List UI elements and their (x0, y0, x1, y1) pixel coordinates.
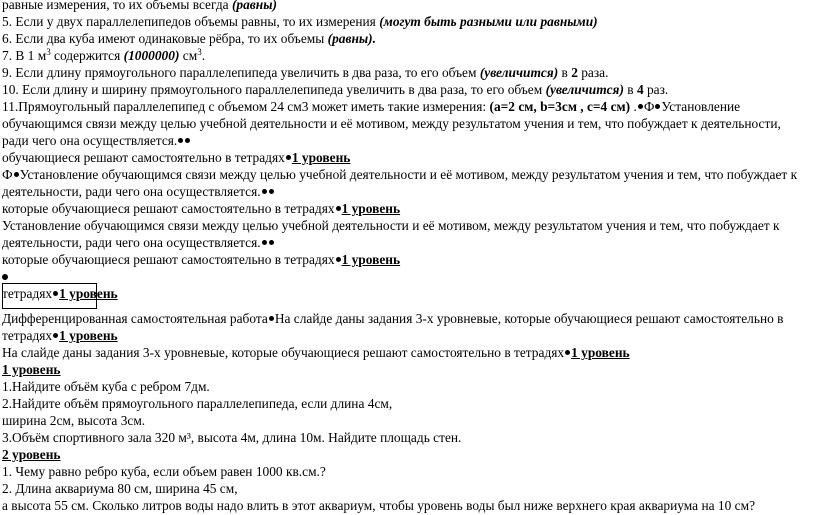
level-2-heading (2, 446, 61, 464)
task-1-2 (2, 395, 392, 413)
text: Дифференцированная самостоятельная работа (2, 311, 268, 326)
text: раза. (577, 65, 609, 80)
text: ради чего она осуществляется. (2, 133, 178, 148)
item-5 (2, 13, 598, 31)
level-heading: 1 уровень (571, 345, 630, 360)
text: равные измерения, то их объемы всегда (2, 0, 232, 12)
bullet-dot-icon (336, 206, 341, 211)
answer: (равны). (327, 31, 376, 46)
text: тетрадях (2, 328, 53, 343)
task-2-2-cont (2, 497, 755, 515)
text: деятельности, ради чего она осуществляется. (2, 235, 261, 250)
text: в (623, 82, 637, 97)
task-1-3 (2, 429, 461, 447)
differentiated-work-line (2, 310, 783, 328)
text: 6. Если два куба имеют одинаковые рёбра, то их объемы (2, 31, 328, 46)
text: обучающиеся решают самостоятельно в тетрадях (2, 150, 285, 165)
text: 11.Прямоугольный параллелепипед с объемом 24 см3 может иметь такие измерения: (2, 99, 490, 114)
text: а высота 55 см. Сколько литров воды надо влить в этот аквариум, чтобы уровень воды был ниже верхнего края аквариума на 10 см? (2, 498, 756, 513)
text: ширина 2см, высота 3см. (2, 413, 146, 428)
item-6 (2, 30, 376, 48)
text: содержится (50, 48, 124, 63)
level-heading: 1 уровень (59, 286, 118, 301)
bullet-dot-icon (565, 350, 570, 355)
level-heading: 1 уровень (291, 150, 351, 165)
text: . (630, 99, 637, 114)
level-1-heading (2, 361, 61, 379)
paragraph-motivation-line (2, 115, 781, 133)
superscript: 3 (46, 47, 51, 57)
text: 3.Объём спортивного зала 320 м³, высота 4м, длина 10м. Найдите площадь стен. (2, 430, 462, 445)
paragraph-motivation-line (2, 166, 797, 184)
text: в (558, 65, 572, 80)
answer: (увеличится) (545, 82, 624, 97)
bullet-dot-icon (269, 316, 274, 321)
bullet-dot-icon (53, 333, 58, 338)
text: 2.Найдите объём прямоугольного параллелепипеда, если длина 4см, (2, 396, 393, 411)
item-7 (2, 47, 205, 65)
bullet-dot-icon (14, 172, 19, 177)
item-9 (2, 64, 608, 82)
text: 7. В 1 м (2, 48, 47, 63)
line-equal-dimensions (2, 0, 277, 14)
answer: (увеличится) (479, 65, 559, 80)
superscript: 3 (197, 47, 202, 57)
level-heading: 1 уровень (341, 201, 401, 216)
bullet-dot-icon (178, 138, 183, 143)
paragraph-motivation-line (2, 217, 780, 235)
bullet-dot-icon (262, 240, 267, 245)
paragraph-motivation-end (2, 183, 275, 201)
answer: (a=2 см, b=3см , c=4 см) (489, 99, 631, 114)
notebook-level-line (2, 200, 400, 218)
text: На слайде даны задания 3-х уровневые, которые обучающиеся решают самостоятельно в тетрадях (2, 345, 565, 360)
text: На слайде даны задания 3-х уровневые, которые обучающиеся решают самостоятельно в (274, 311, 784, 326)
text: 5. Если у двух параллелепипедов объемы равны, то их измерения (2, 14, 380, 29)
text: деятельности, ради чего она осуществляется. (2, 184, 261, 199)
bullet-dot-icon (269, 240, 274, 245)
bullet-dot-icon (185, 138, 190, 143)
text: Ф (643, 99, 655, 114)
text: обучающимся связи между целью учебной деятельности и её мотивом, между результатом учения и тем, что побуждает к деятельности, (2, 116, 781, 131)
text: 1. Чему равно ребро куба, если объем равен 1000 кв.см.? (2, 464, 326, 479)
answer-number: 2 (571, 65, 578, 80)
answer: (равны) (231, 0, 277, 12)
text: . (201, 48, 206, 63)
bullet-dot-icon (269, 189, 274, 194)
notebook-level-line (2, 327, 118, 345)
heading-text: 1 уровень (2, 362, 61, 377)
text: тетрадях (2, 286, 53, 301)
bullet-dot-icon (638, 104, 643, 109)
bullet-dot-icon (655, 104, 660, 109)
bullet-dot-icon (2, 274, 8, 280)
text: которые обучающиеся решают самостоятельно в тетрадях (2, 252, 335, 267)
task-1-2-cont (2, 412, 145, 430)
paragraph-motivation-end (2, 132, 191, 150)
bullet-dot-icon (336, 257, 341, 262)
bullet-dot-icon (286, 155, 291, 160)
text: 1.Найдите объём куба с ребром 7дм. (2, 379, 210, 394)
level-heading: 1 уровень (59, 328, 118, 343)
notebook-level-line (2, 251, 400, 269)
item-11 (2, 98, 740, 116)
text: Установление обучающимся связи между целью учебной деятельности и её мотивом, между результатом учения и тем, что побуждает к (2, 218, 780, 233)
item-10 (2, 81, 668, 99)
text: см (179, 48, 198, 63)
text: 2. Длина аквариума 80 см, ширина 45 см, (2, 481, 238, 496)
answer: (1000000) (123, 48, 180, 63)
paragraph-motivation-end (2, 234, 275, 252)
answer-number: 4 (636, 82, 644, 97)
notebook-level-line (2, 149, 350, 167)
text: 9. Если длину прямоугольного параллелепипеда увеличить в два раза, то его объем (2, 65, 480, 80)
text: раз. (643, 82, 669, 97)
text: Установление (661, 99, 741, 114)
text: Ф (2, 167, 13, 182)
bullet-dot-icon (262, 189, 267, 194)
empty-frame (2, 283, 97, 309)
task-1-1 (2, 378, 210, 396)
slide-tasks-line (2, 344, 630, 362)
answer: (могут быть разными или равными) (379, 14, 598, 29)
level-heading: 1 уровень (341, 252, 401, 267)
text: Установление обучающимся связи между целью учебной деятельности и её мотивом, между результатом учения и тем, что побуждает к (19, 167, 798, 182)
text: 10. Если длину и ширину прямоугольного параллелепипеда увеличить в два раза, то его объем (2, 82, 546, 97)
text: которые обучающиеся решают самостоятельно в тетрадях (2, 201, 335, 216)
heading-text: 2 уровень (2, 447, 61, 462)
task-2-1 (2, 463, 326, 481)
